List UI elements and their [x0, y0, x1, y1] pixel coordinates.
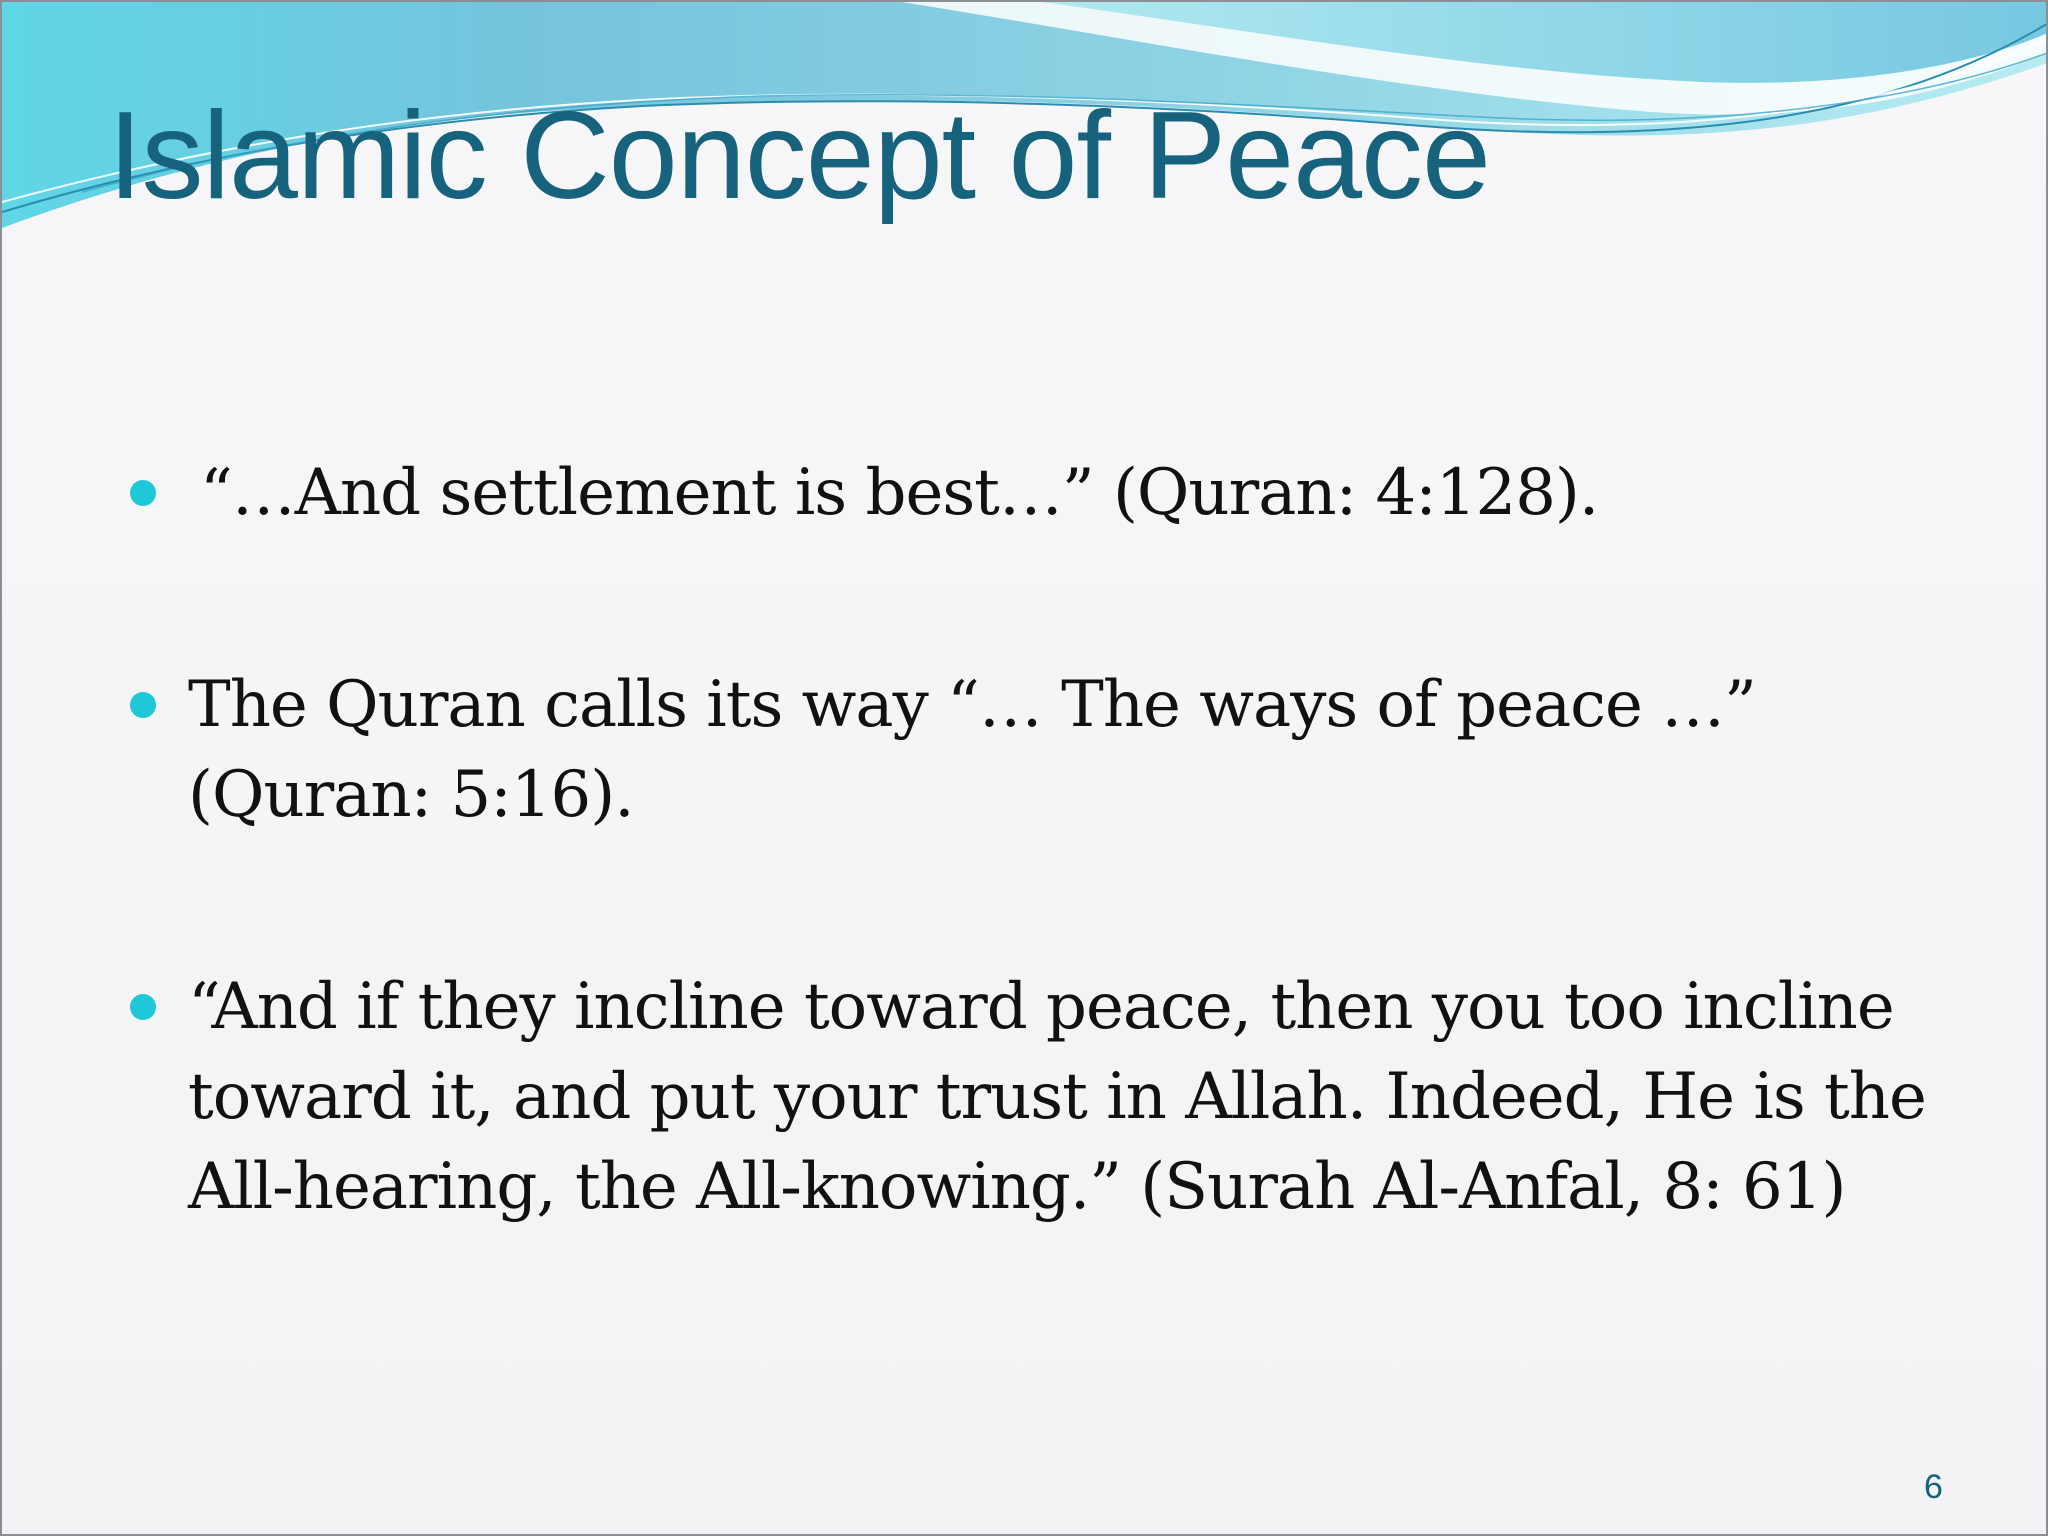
bullet-marker-icon — [130, 692, 156, 718]
page-number: 6 — [1924, 1468, 1943, 1506]
bullet-text: “And if they incline toward peace, then you too incline toward it, and put your trust in Allah. Indeed, He is the All-hearing, the All-knowing.” (Surah Al-Anfal, 8: 61) — [188, 970, 1926, 1224]
bullet-text: “…And settlement is best…” (Quran: 4:128). — [200, 456, 1599, 530]
slide-title: Islamic Concept of Peace — [108, 87, 1491, 225]
bullet-marker-icon — [130, 480, 156, 506]
bullet-text: The Quran calls its way “… The ways of peace …” (Quran: 5:16). — [188, 668, 1756, 832]
bullet-marker-icon — [130, 994, 156, 1020]
